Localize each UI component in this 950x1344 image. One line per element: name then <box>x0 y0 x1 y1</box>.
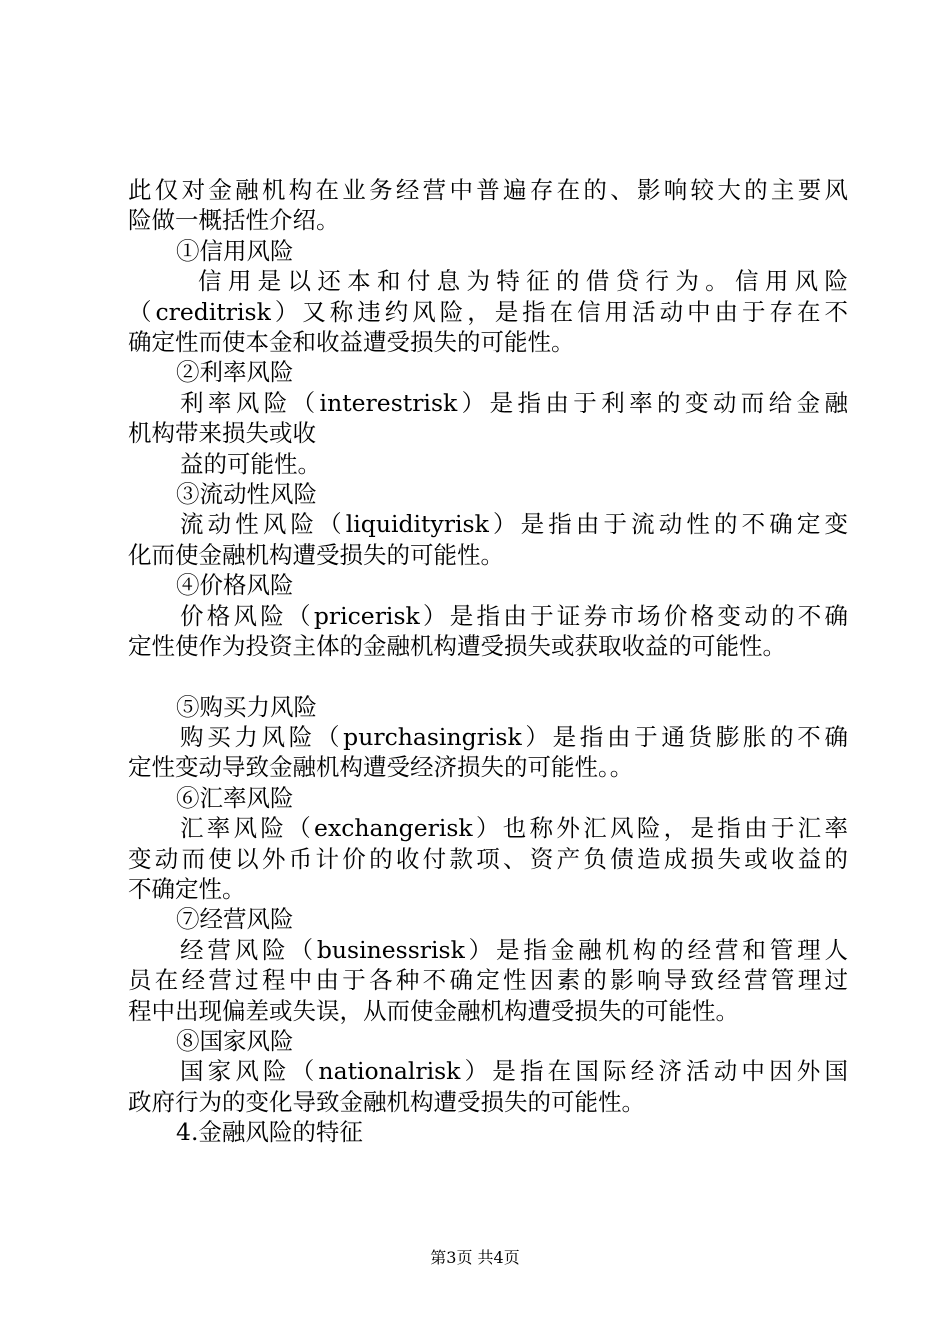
text-line: 流动性风险（liquidityrisk）是指由于流动性的不确定变 <box>180 510 848 539</box>
text-line: 信用是以还本和付息为特征的借贷行为。信用风险 <box>198 267 848 296</box>
text-line: 变动而使以外币计价的收付款项、资产负债造成损失或收益的 <box>128 844 848 873</box>
section-heading: ⑧国家风险 <box>176 1026 294 1055</box>
blank-line <box>128 662 848 692</box>
document-body <box>128 175 848 1148</box>
text-line: 益的可能性。 <box>180 449 321 478</box>
section-heading: 4.金融风险的特征 <box>176 1118 363 1147</box>
section-heading: ④价格风险 <box>176 571 294 600</box>
section-heading: ②利率风险 <box>176 358 294 387</box>
text-line: 员在经营过程中由于各种不确定性因素的影响导致经营管理过 <box>128 966 848 995</box>
text-line: 经营风险（businessrisk）是指金融机构的经营和管理人 <box>180 935 848 964</box>
page-footer: 第3页 共4页 <box>430 1248 520 1267</box>
text-line: 机构带来损失或收 <box>128 419 316 448</box>
section-heading: ③流动性风险 <box>176 480 317 509</box>
section-heading: ⑦经营风险 <box>176 905 294 934</box>
text-line: 购买力风险（purchasingrisk）是指由于通货膨胀的不确 <box>180 722 848 751</box>
section-heading: ⑥汇率风险 <box>176 783 294 812</box>
text-line: 定性变动导致金融机构遭受经济损失的可能性。。 <box>128 753 634 782</box>
text-line: 政府行为的变化导致金融机构遭受损失的可能性。 <box>128 1087 645 1116</box>
text-line: （creditrisk）又称违约风险，是指在信用活动中由于存在不 <box>128 297 848 326</box>
text-line: 化而使金融机构遭受损失的可能性。 <box>128 540 504 569</box>
text-line: 国家风险（nationalrisk）是指在国际经济活动中因外国 <box>180 1057 848 1086</box>
text-line: 不确定性。 <box>128 874 246 903</box>
section-heading: ⑤购买力风险 <box>176 692 317 721</box>
text-line: 程中出现偏差或失误，从而使金融机构遭受损失的可能性。 <box>128 996 739 1025</box>
section-heading: ①信用风险 <box>176 236 294 265</box>
text-line: 险做一概括性介绍。 <box>128 206 340 235</box>
text-line: 定性使作为投资主体的金融机构遭受损失或获取收益的可能性。 <box>128 632 786 661</box>
text-line: 汇率风险（exchangerisk）也称外汇风险，是指由于汇率 <box>180 814 848 843</box>
text-line: 此仅对金融机构在业务经营中普遍存在的、影响较大的主要风 <box>128 176 848 204</box>
text-line: 确定性而使本金和收益遭受损失的可能性。 <box>128 328 575 357</box>
text-line: 利率风险（interestrisk）是指由于利率的变动而给金融 <box>180 388 848 417</box>
text-line: 价格风险（pricerisk）是指由于证券市场价格变动的不确 <box>180 601 848 630</box>
